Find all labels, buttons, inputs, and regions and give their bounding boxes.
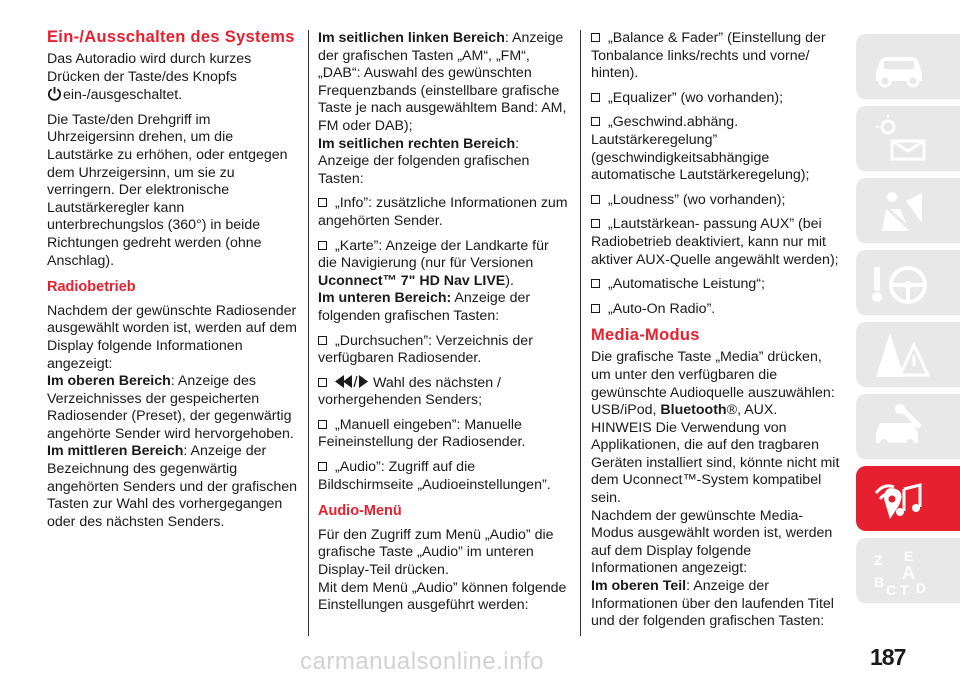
paragraph: Nachdem der gewünschte Radiosender ausgewählt worden ist, werden auf dem Display folgende Informationen angezeigt: <box>47 302 297 372</box>
paragraph: Im mittleren Bereich: Anzeige der Bezeichnung des gegenwärtig angehörten Senders und der grafischen Tasten zur Wahl des vorhergegangen oder des nächsten Senders. <box>47 443 298 530</box>
list-item: „Durchsuchen”: Verzeichnis der verfügbaren Radiosender. <box>318 332 533 367</box>
svg-text:A: A <box>902 563 915 583</box>
multimedia-icon <box>870 475 930 525</box>
chapter-tab-multimedia[interactable] <box>856 466 960 531</box>
svg-text:B: B <box>874 574 885 590</box>
wrench-car-icon <box>870 403 930 451</box>
column-divider <box>580 30 581 636</box>
page-number: 187 <box>870 644 906 670</box>
paragraph: Im oberen Bereich: Anzeige des Verzeichnisses der gespeicherten Radiosender (Preset), der gegenwärtig angehörte Sender wird hervorgehoben. <box>47 373 294 442</box>
checkbox-bullet-icon <box>591 279 600 288</box>
checkbox-bullet-icon <box>591 93 600 102</box>
note-paragraph: HINWEIS Die Verwendung von Applikationen, die auf den tragbaren Geräten installiert sind, könnte nicht mit dem Uconnect™-System kompatibel sein. <box>591 419 840 507</box>
paragraph: Nachdem der gewünschte Media-Modus ausgewählt worden ist, werden auf dem Display folgende Informationen angezeigt: <box>591 507 833 577</box>
checkbox-bullet-icon <box>318 378 327 387</box>
prev-next-arrows-icon <box>335 375 369 388</box>
checkbox-bullet-icon <box>591 195 600 204</box>
paragraph: Für den Zugriff zum Menü „Audio” die grafische Taste „Audio” im unteren Display-Teil drücken. <box>318 526 554 579</box>
chapter-tab-emergency[interactable] <box>856 322 960 387</box>
svg-text:D: D <box>916 580 927 596</box>
column-left <box>47 30 299 531</box>
paragraph: Mit dem Menü „Audio” können folgende Einstellungen ausgeführt werden: <box>318 579 567 614</box>
section-heading-power: Ein-/Ausschalten des Systems <box>47 28 295 46</box>
column-middle <box>318 30 570 615</box>
list-item: „Info”: zusätzliche Informationen zum angehörten Sender. <box>318 195 568 229</box>
checkbox-bullet-icon <box>591 304 600 313</box>
list-item: „Manuell eingeben”: Manuelle Feineinstellung der Radiosender. <box>318 416 526 451</box>
svg-text:T: T <box>900 582 909 597</box>
checkbox-bullet-icon <box>318 336 327 345</box>
column-right <box>591 30 841 631</box>
chapter-tab-car[interactable] <box>856 34 960 99</box>
list-item: „Karte”: Anzeige der Landkarte für die Navigierung (nur für Versionen Uconnect™ 7" HD Nav LIVE). <box>318 237 549 289</box>
paragraph: Im seitlichen linken Bereich: Anzeige der grafischen Tasten „AM“, „FM“, „DAB“: Auswahl des gewünschten Frequenzbands (einstellbare grafische Taste je nach ausgewähltem Band: AM, FM oder DAB); <box>318 30 567 134</box>
list-item: „Geschwind.abhäng. Lautstärkeregelung” (geschwindigkeitsabhängige automatische Lautstärkeregelung); <box>591 114 810 184</box>
list-item: „Loudness” (wo vorhanden); <box>591 192 841 210</box>
chapter-tabs <box>856 34 960 610</box>
list-item: „Auto-On Radio”. <box>591 301 841 319</box>
seatbelt-icon <box>870 187 930 235</box>
road-triangle-icon <box>870 331 930 379</box>
dashboard-warning-icon <box>870 115 930 163</box>
list-item: „Balance & Fader” (Einstellung der Tonbalance links/rechts und vorne/ hinten). <box>591 30 826 82</box>
checkbox-bullet-icon <box>591 219 600 228</box>
paragraph: Im unteren Bereich: Anzeige der folgenden grafischen Tasten: <box>318 290 531 324</box>
chapter-tab-maintenance[interactable] <box>856 394 960 459</box>
svg-text:E: E <box>904 548 914 564</box>
checkbox-bullet-icon <box>318 462 327 471</box>
steering-wheel-icon <box>870 259 930 307</box>
paragraph: Das Autoradio wird durch kurzes Drücken der Taste/des Knopfs ein-/ausgeschaltet. <box>47 51 252 104</box>
paragraph: Die Taste/den Drehgriff im Uhrzeigersinn drehen, um die Lautstärke zu erhöhen, oder entgegen dem Uhrzeigersinn, um sie zu verringern. Der elektronische Lautstärkeregler kann unterbrechungslos (360°) in beide Richtungen gedreht werden (ohne Anschlag). <box>47 111 288 269</box>
watermark: carmanualsonline.info <box>300 648 544 675</box>
checkbox-bullet-icon <box>318 420 327 429</box>
paragraph: Im oberen Teil: Anzeige der Informationen über den laufenden Titel und der folgenden grafischen Tasten: <box>591 578 834 630</box>
chapter-tab-starting[interactable] <box>856 250 960 315</box>
paragraph: Die grafische Taste „Media” drücken, um unter den verfügbaren die gewünschte Audioquelle auszuwählen: USB/iPod, Bluetooth®, AUX. <box>591 349 835 419</box>
chapter-tab-index[interactable] <box>856 538 960 603</box>
car-icon <box>870 43 930 89</box>
power-icon <box>47 86 62 101</box>
chapter-tab-safety[interactable] <box>856 178 960 243</box>
svg-text:C: C <box>886 582 897 597</box>
checkbox-bullet-icon <box>318 241 327 250</box>
subheading-audio-menu: Audio-Menü <box>318 503 402 520</box>
subheading-radio: Radiobetrieb <box>47 279 136 296</box>
chapter-tab-dashboard[interactable] <box>856 106 960 171</box>
svg-text:Z: Z <box>874 552 883 568</box>
alphabet-index-icon <box>870 547 934 597</box>
section-heading-media: Media-Modus <box>591 326 700 345</box>
checkbox-bullet-icon <box>591 117 600 126</box>
checkbox-bullet-icon <box>318 198 327 207</box>
column-divider <box>308 30 309 636</box>
list-item: „Equalizer” (wo vorhanden); <box>591 90 841 108</box>
paragraph: Im seitlichen rechten Bereich: Anzeige der folgenden grafischen Tasten: <box>318 135 530 187</box>
checkbox-bullet-icon <box>591 33 600 42</box>
list-item: „Automatische Leistung“; <box>591 276 841 294</box>
list-item: „Audio”: Zugriff auf die Bildschirmseite „Audioeinstellungen”. <box>318 459 551 493</box>
list-item: „Lautstärkean- passung AUX” (bei Radiobetrieb deaktiviert, kann nur mit aktiver AUX-Quelle angewählt werden); <box>591 216 839 268</box>
list-item: Wahl des nächsten / vorhergehenden Senders; <box>318 374 501 409</box>
